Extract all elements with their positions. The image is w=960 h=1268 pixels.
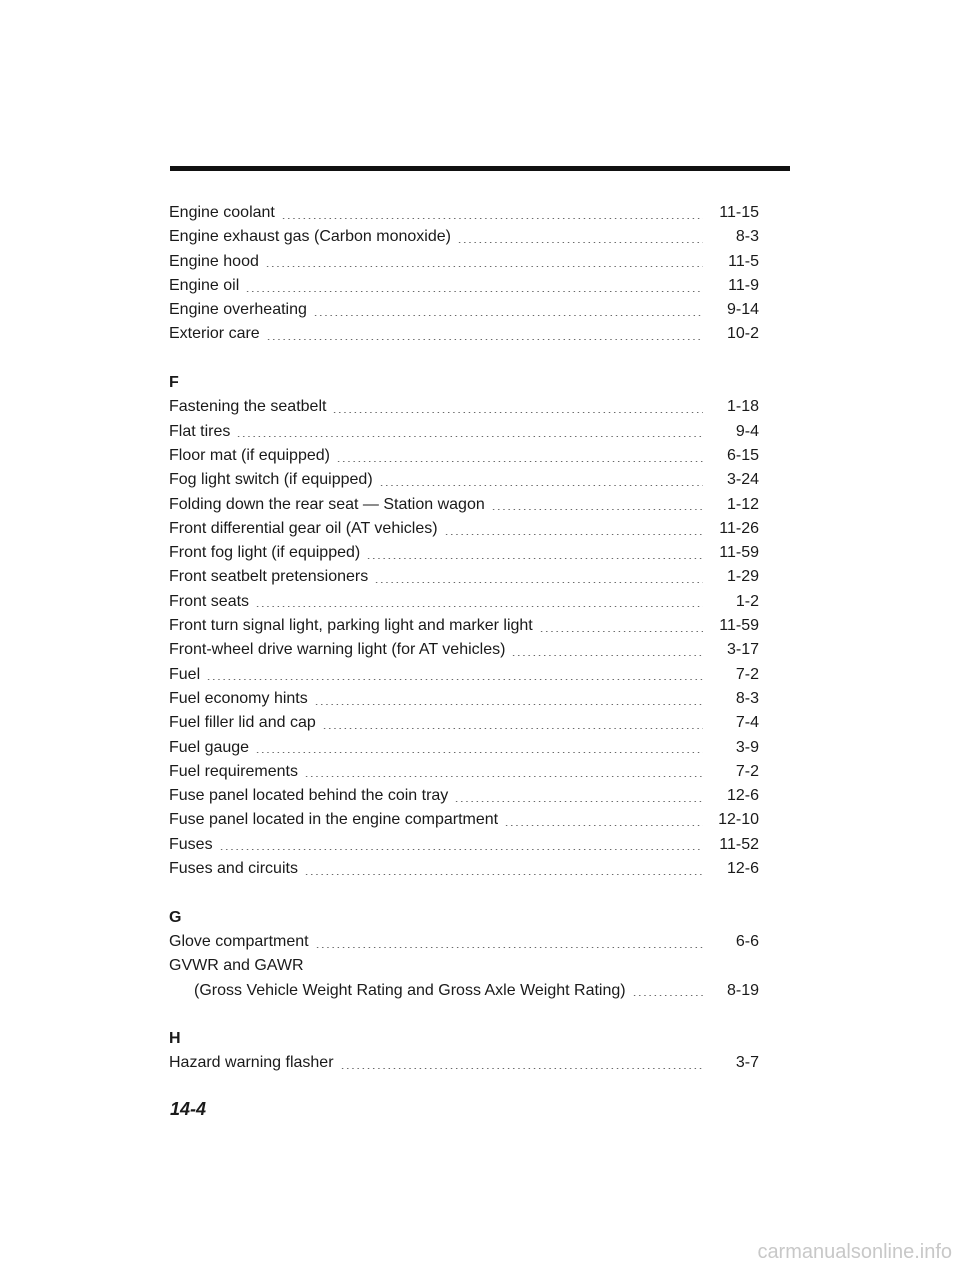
entry-term: Folding down the rear seat — Station wagon bbox=[169, 495, 485, 513]
entry-page: 12-10 bbox=[718, 811, 759, 829]
dot-leader bbox=[314, 704, 703, 705]
index-entry bbox=[169, 395, 759, 419]
index-entry bbox=[169, 274, 759, 298]
section-letter: H bbox=[169, 1030, 181, 1048]
index-entry bbox=[169, 833, 759, 857]
index-entry bbox=[169, 614, 759, 638]
entry-term: Engine oil bbox=[169, 276, 240, 294]
section-letter: F bbox=[169, 374, 179, 392]
dot-leader bbox=[315, 947, 703, 948]
index-entry bbox=[169, 541, 759, 565]
entry-page: 1-29 bbox=[726, 568, 759, 586]
entry-page: 1-2 bbox=[735, 592, 759, 610]
section-spacer bbox=[169, 1003, 759, 1027]
watermark: carmanualsonline.info bbox=[757, 1241, 952, 1263]
entry-term: Fuse panel located behind the coin tray bbox=[169, 787, 449, 805]
index-list bbox=[169, 201, 759, 1076]
entry-page: 7-2 bbox=[735, 665, 759, 683]
dot-leader bbox=[304, 874, 703, 875]
index-entry bbox=[169, 711, 759, 735]
entry-page: 11-5 bbox=[728, 252, 759, 270]
entry-term: (Gross Vehicle Weight Rating and Gross Axle Weight Rating) bbox=[194, 981, 626, 999]
index-entry bbox=[169, 808, 759, 832]
entry-term: Fuse panel located in the engine compartment bbox=[169, 811, 499, 829]
index-entry bbox=[169, 493, 759, 517]
index-entry bbox=[169, 322, 759, 346]
dot-leader bbox=[336, 461, 703, 462]
dot-leader bbox=[281, 218, 703, 219]
section-letter: G bbox=[169, 908, 182, 926]
section-spacer bbox=[169, 881, 759, 905]
entry-page: 6-6 bbox=[735, 932, 759, 950]
header-rule bbox=[170, 166, 790, 171]
entry-term: Glove compartment bbox=[169, 932, 309, 950]
entry-page: 11-9 bbox=[728, 276, 759, 294]
entry-page: 6-15 bbox=[726, 446, 759, 464]
index-entry bbox=[169, 590, 759, 614]
index-entry bbox=[169, 1051, 759, 1075]
entry-term: Fuel filler lid and cap bbox=[169, 714, 316, 732]
entry-term: Engine hood bbox=[169, 252, 259, 270]
entry-page: 11-26 bbox=[719, 519, 759, 537]
index-entry bbox=[169, 225, 759, 249]
section-spacer bbox=[169, 347, 759, 371]
entry-page: 11-59 bbox=[719, 617, 759, 635]
entry-term: Front turn signal light, parking light and marker light bbox=[169, 617, 533, 635]
entry-term: GVWR and GAWR bbox=[169, 957, 304, 975]
entry-page: 1-12 bbox=[726, 495, 759, 513]
dot-leader bbox=[366, 558, 703, 559]
entry-term: Fastening the seatbelt bbox=[169, 398, 327, 416]
entry-term: Fuel economy hints bbox=[169, 689, 308, 707]
entry-term: Engine overheating bbox=[169, 301, 307, 319]
dot-leader bbox=[632, 995, 703, 996]
entry-term: Fuses bbox=[169, 835, 213, 853]
index-entry bbox=[169, 857, 759, 881]
dot-leader bbox=[504, 825, 703, 826]
entry-page: 1-18 bbox=[726, 398, 759, 416]
entry-page: 3-7 bbox=[735, 1054, 759, 1072]
index-entry bbox=[169, 736, 759, 760]
entry-term: Fuses and circuits bbox=[169, 860, 298, 878]
entry-term: Exterior care bbox=[169, 325, 260, 343]
entry-page: 3-17 bbox=[726, 641, 759, 659]
entry-term: Front seats bbox=[169, 592, 250, 610]
entry-page: 11-59 bbox=[719, 544, 759, 562]
dot-leader bbox=[511, 655, 703, 656]
entry-term: Fog light switch (if equipped) bbox=[169, 471, 373, 489]
entry-term: Flat tires bbox=[169, 422, 231, 440]
entry-page: 10-2 bbox=[726, 325, 759, 343]
dot-leader bbox=[332, 412, 703, 413]
index-entry bbox=[169, 979, 759, 1003]
index-entry bbox=[169, 250, 759, 274]
entry-page: 12-6 bbox=[726, 860, 759, 878]
dot-leader bbox=[322, 728, 703, 729]
entry-term: Front-wheel drive warning light (for AT vehicles) bbox=[169, 641, 506, 659]
entry-page: 9-14 bbox=[726, 301, 759, 319]
index-entry bbox=[169, 201, 759, 225]
entry-page: 11-15 bbox=[719, 204, 759, 221]
dot-leader bbox=[266, 339, 703, 340]
entry-page: 3-24 bbox=[726, 471, 759, 489]
entry-term: Engine exhaust gas (Carbon monoxide) bbox=[169, 228, 451, 246]
dot-leader bbox=[374, 582, 703, 583]
entry-term: Front fog light (if equipped) bbox=[169, 544, 361, 562]
entry-term: Engine coolant bbox=[169, 204, 275, 221]
index-entry bbox=[169, 517, 759, 541]
index-entry bbox=[169, 298, 759, 322]
index-entry bbox=[169, 784, 759, 808]
index-entry bbox=[169, 420, 759, 444]
entry-term: Floor mat (if equipped) bbox=[169, 446, 330, 464]
dot-leader bbox=[236, 436, 703, 437]
entry-term: Fuel requirements bbox=[169, 762, 298, 780]
dot-leader bbox=[206, 679, 703, 680]
dot-leader bbox=[265, 266, 703, 267]
dot-leader bbox=[454, 801, 703, 802]
index-entry bbox=[169, 468, 759, 492]
dot-leader bbox=[245, 291, 703, 292]
index-entry bbox=[169, 444, 759, 468]
entry-page: 12-6 bbox=[726, 787, 759, 805]
dot-leader bbox=[444, 534, 703, 535]
index-entry bbox=[169, 954, 759, 978]
entry-page: 8-19 bbox=[726, 981, 759, 999]
dot-leader bbox=[219, 849, 703, 850]
entry-page: 8-3 bbox=[735, 689, 759, 707]
entry-page: 8-3 bbox=[735, 228, 759, 246]
index-entry bbox=[169, 760, 759, 784]
dot-leader bbox=[340, 1068, 703, 1069]
entry-page: 3-9 bbox=[735, 738, 759, 756]
index-entry bbox=[169, 663, 759, 687]
entry-page: 7-2 bbox=[735, 762, 759, 780]
entry-page: 7-4 bbox=[735, 714, 759, 732]
entry-term: Front differential gear oil (AT vehicles) bbox=[169, 519, 438, 537]
dot-leader bbox=[304, 776, 703, 777]
index-entry bbox=[169, 687, 759, 711]
entry-term: Fuel bbox=[169, 665, 201, 683]
entry-term: Fuel gauge bbox=[169, 738, 250, 756]
index-entry bbox=[169, 565, 759, 589]
dot-leader bbox=[255, 752, 703, 753]
entry-term: Front seatbelt pretensioners bbox=[169, 568, 369, 586]
dot-leader bbox=[457, 242, 703, 243]
dot-leader bbox=[313, 315, 703, 316]
dot-leader bbox=[491, 509, 703, 510]
entry-term: Hazard warning flasher bbox=[169, 1054, 334, 1072]
entry-page: 9-4 bbox=[735, 422, 759, 440]
dot-leader bbox=[379, 485, 703, 486]
page-number: 14-4 bbox=[170, 1099, 207, 1119]
dot-leader bbox=[539, 631, 703, 632]
dot-leader bbox=[255, 606, 703, 607]
index-entry bbox=[169, 930, 759, 954]
entry-page: 11-52 bbox=[719, 835, 759, 853]
index-entry bbox=[169, 638, 759, 662]
